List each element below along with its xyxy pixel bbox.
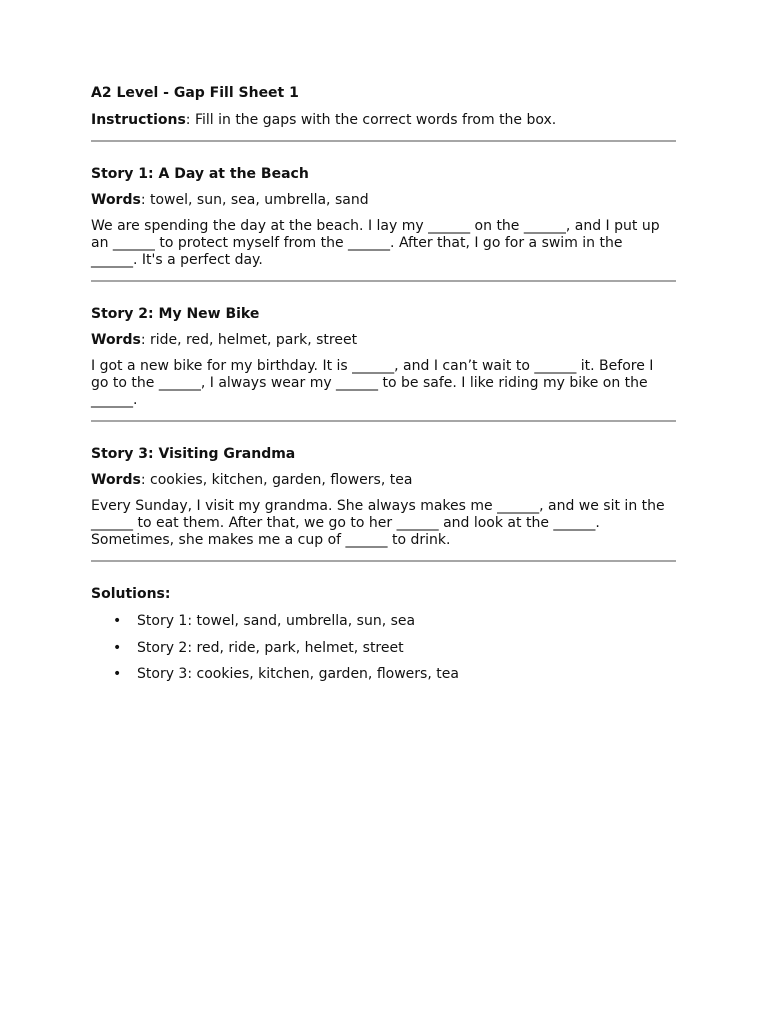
story-2-line: ______. bbox=[91, 392, 138, 408]
instructions-text: : Fill in the gaps with the correct words from the box. bbox=[185, 112, 557, 128]
solutions-section bbox=[91, 585, 676, 683]
solutions-title: Solutions: bbox=[91, 586, 171, 602]
solution-text: Story 1: towel, sand, umbrella, sun, sea bbox=[137, 613, 416, 629]
story-1-line: We are spending the day at the beach. I lay my ______ on the ______, and I put up bbox=[91, 218, 660, 234]
story-2-text bbox=[91, 358, 676, 409]
story-1-words bbox=[91, 191, 676, 209]
story-3-title: Story 3: Visiting Grandma bbox=[91, 446, 296, 462]
story-1-line: an ______ to protect myself from the ______. After that, I go for a swim in the bbox=[91, 235, 623, 251]
list-item bbox=[91, 612, 676, 630]
solution-text: Story 2: red, ride, park, helmet, street bbox=[137, 639, 404, 656]
bullet-icon: • bbox=[113, 666, 122, 682]
worksheet-page bbox=[91, 84, 676, 692]
story-1-section bbox=[91, 165, 676, 282]
story-2-words-label: Words bbox=[91, 332, 141, 348]
story-2-words-list: : ride, red, helmet, park, street bbox=[140, 332, 358, 348]
story-1-words-list: : towel, sun, sea, umbrella, sand bbox=[140, 192, 369, 208]
story-3-words bbox=[91, 471, 676, 489]
story-2-title: Story 2: My New Bike bbox=[91, 306, 260, 322]
story-3-line: ______ to eat them. After that, we go to her ______ and look at the ______. bbox=[91, 515, 600, 531]
story-2-line: go to the ______, I always wear my ______ to be safe. I like riding my bike on the bbox=[91, 375, 648, 391]
solution-text: Story 3: cookies, kitchen, garden, flowers, tea bbox=[137, 666, 459, 682]
story-3-section bbox=[91, 445, 676, 562]
story-3-words-list: : cookies, kitchen, garden, flowers, tea bbox=[140, 472, 413, 488]
divider bbox=[91, 560, 676, 562]
story-2-line: I got a new bike for my birthday. It is ______, and I can’t wait to ______ it. Before I bbox=[91, 358, 654, 374]
list-item bbox=[91, 665, 676, 683]
story-3-text bbox=[91, 498, 676, 549]
story-2-words bbox=[91, 331, 676, 349]
divider bbox=[91, 140, 676, 142]
story-1-title: Story 1: A Day at the Beach bbox=[91, 166, 309, 182]
page-title: A2 Level - Gap Fill Sheet 1 bbox=[91, 85, 299, 101]
bullet-icon: • bbox=[113, 613, 122, 629]
instructions-label: Instructions bbox=[91, 112, 186, 128]
story-3-line: Every Sunday, I visit my grandma. She always makes me ______, and we sit in the bbox=[91, 498, 665, 514]
divider bbox=[91, 420, 676, 422]
solutions-list bbox=[91, 612, 676, 683]
story-2-section bbox=[91, 305, 676, 422]
bullet-icon: • bbox=[113, 639, 122, 656]
divider bbox=[91, 280, 676, 282]
list-item bbox=[91, 639, 676, 657]
story-3-words-label: Words bbox=[91, 472, 141, 488]
story-1-line: ______. It's a perfect day. bbox=[91, 252, 263, 268]
instructions bbox=[91, 111, 676, 129]
story-1-words-label: Words bbox=[91, 192, 141, 208]
story-3-line: Sometimes, she makes me a cup of ______ to drink. bbox=[91, 532, 451, 548]
story-1-text bbox=[91, 218, 676, 269]
